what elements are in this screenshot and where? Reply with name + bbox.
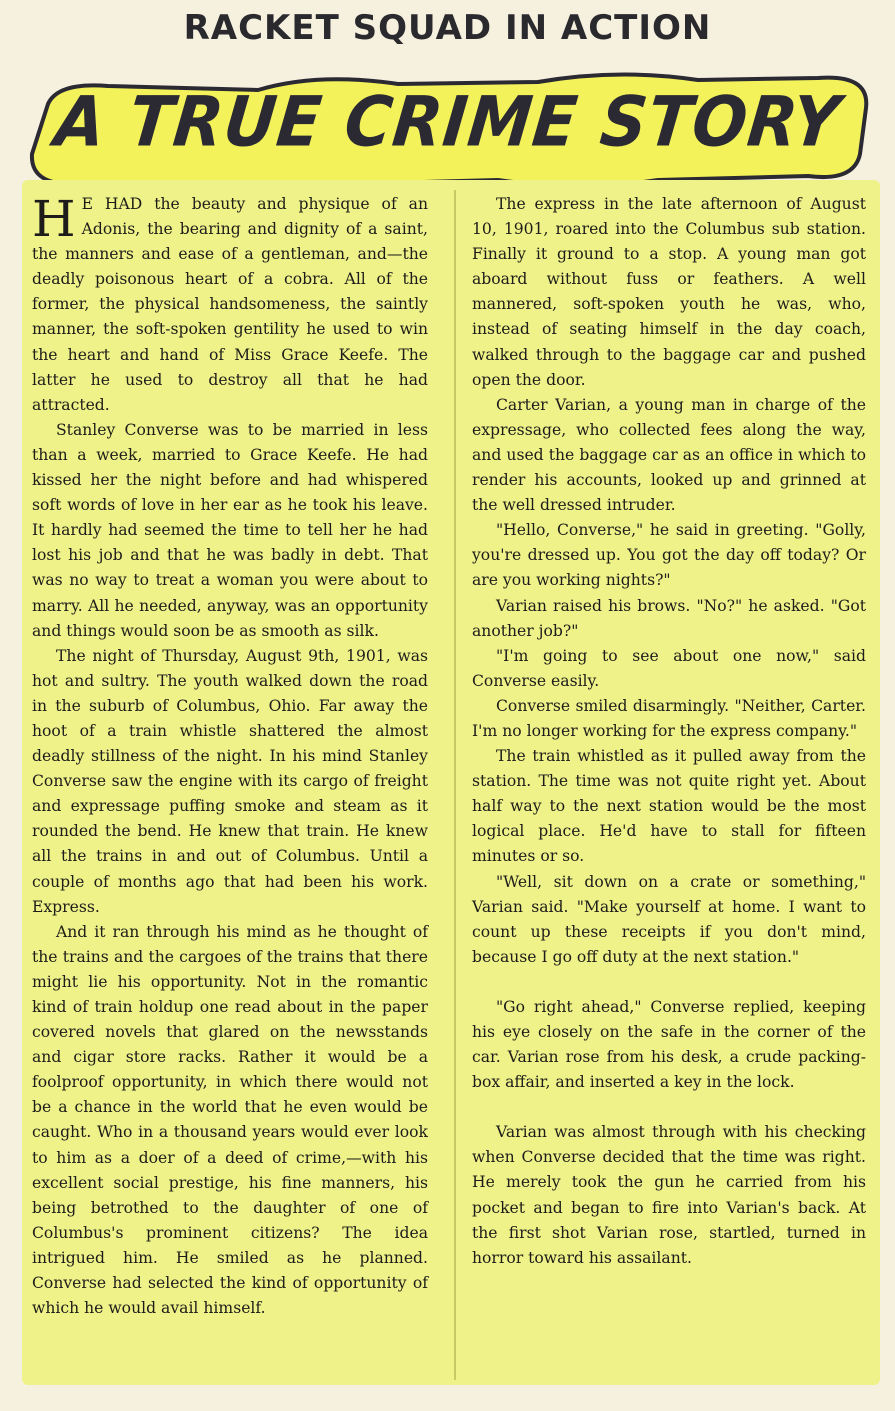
story-paragraph: "Well, sit down on a crate or something," Varian said. "Make yourself at home. I want to count up these receipts if you don't mind, because I go off duty at the next station." [472,872,866,966]
story-paragraph: The night of Thursday, August 9th, 1901, was hot and sultry. The youth walked down the road in the suburb of Columbus, Ohio. Far away the hoot of a train whistle shattered the almost deadly stillness of the night. In his mind Stanley Converse saw the engine with its cargo of freight and expressage puffing smoke and steam as it rounded the bend. He knew that train. He knew all the trains in and out of Columbus. Until a couple of months ago that had been his work. Express. [32,646,428,916]
left-column [32,192,428,1321]
story-paragraph: "Go right ahead," Converse replied, keeping his eye closely on the safe in the corner of the car. Varian rose from his desk, a crude packing-box affair, and inserted a key in the lock. [472,997,866,1092]
drop-cap: H [32,190,76,248]
story-paragraph [32,192,428,418]
banner-title: A TRUE CRIME STORY [51,83,844,163]
column-divider [454,190,456,1380]
story-paragraph: Varian raised his brows. "No?" he asked. "Got another job?" [472,596,866,640]
story-paragraph: "Hello, Converse," he said in greeting. "Golly, you're dressed up. You got the day off today? Or are you working nights?" [472,521,866,590]
story-paragraph: "I'm going to see about one now," said Converse easily. [472,646,866,690]
story-paragraph: Varian was almost through with his checking when Converse decided that the time was right. He merely took the gun he carried from his pocket and began to fire into Varian's back. At the first shot Varian rose, startled, turned in horror toward his assailant. [472,1123,866,1267]
story-paragraph: The train whistled as it pulled away from the station. The time was not quite right yet. About half way to the next station would be the most logical place. He'd have to stall for fifteen minutes or so. [472,747,866,866]
right-column [472,192,866,1271]
paragraph-text: E HAD the beauty and physique of an Adonis, the bearing and dignity of a saint, the manners and ease of a gentleman, and—the deadly poisonous heart of a cobra. All of the former, the physical handsomeness, the saintly manner, the soft-spoken gentility he used to win the heart and hand of Miss Grace Keefe. The latter he used to destroy all that he had attracted. [32,195,428,414]
story-paragraph: Converse smiled disarmingly. "Neither, Carter. I'm no longer working for the express company." [472,696,866,740]
story-paragraph: The express in the late afternoon of August 10, 1901, roared into the Columbus sub station. Finally it ground to a stop. A young man got aboard without fuss or feathers. A well mannered, soft-spoken youth he was, who, instead of seating himself in the day coach, walked through to the baggage car and pushed open the door. [472,195,866,389]
story-paragraph: Carter Varian, a young man in charge of the expressage, who collected fees along the way, and used the baggage car as an office in which to render his accounts, looked up and grinned at the well dressed intruder. [472,395,866,515]
story-paragraph: And it ran through his mind as he thought of the trains and the cargoes of the trains that there might lie his opportunity. Not in the romantic kind of train holdup one read about in the paper covered novels that glared on the newsstands and cigar store racks. Rather it would be a foolproof opportunity, in which there would not be a chance in the world that he even would be caught. Who in a thousand years would ever look to him as a doer of a deed of crime,—with his excellent social prestige, his fine manners, his being betrothed to the daughter of one of Columbus's prominent citizens? The idea intrigued him. He smiled as he planned. Converse had selected the kind of opportunity of which he would avail himself. [32,922,428,1318]
series-title: RACKET SQUAD IN ACTION [183,8,712,48]
story-paragraph: Stanley Converse was to be married in less than a week, married to Grace Keefe. He had kissed her the night before and had whispered soft words of love in her ear as he took his leave. It hardly had seemed the time to tell her he had lost his job and that he was badly in debt. That was no way to treat a woman you were about to marry. All he needed, anyway, was an opportunity and things would soon be as smooth as silk. [32,420,428,640]
